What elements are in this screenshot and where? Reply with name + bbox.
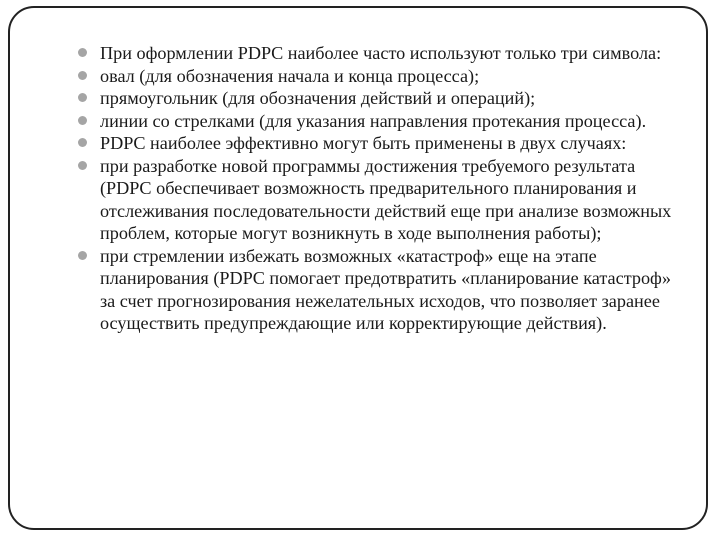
bullet-text-7: при стремлении избежать возможных «катастроф» еще на этапе планирования (PDPC помогает предотвратить «планирование катастроф» за счет прогнозирования нежелательных исходов, что позволяет заранее осуществить предупреждающие или корректирующие действия). [100, 245, 671, 333]
bullet-item-3 [78, 87, 678, 110]
bullet-text-3: прямоугольник (для обозначения действий и операций); [100, 88, 536, 108]
bullet-dot-icon [78, 116, 87, 125]
bullet-item-2 [78, 65, 678, 88]
bullet-text-4: линии со стрелками (для указания направления протекания процесса). [100, 110, 647, 131]
bullet-dot-icon [78, 71, 87, 80]
bullet-text-1: При оформлении PDPC наиболее часто используют только три символа: [100, 43, 662, 63]
bullet-item-1 [78, 42, 678, 65]
bullet-dot-icon [78, 251, 87, 260]
bullet-item-7 [78, 245, 678, 335]
bullet-dot-icon [78, 138, 87, 147]
bullet-list [78, 42, 678, 335]
bullet-item-4 [78, 110, 678, 133]
bullet-text-2: овал (для обозначения начала и конца процесса); [100, 65, 480, 86]
bullet-dot-icon [78, 48, 87, 57]
bullet-text-5: PDPC наиболее эффективно могут быть применены в двух случаях: [100, 133, 627, 153]
bullet-dot-icon [78, 161, 87, 170]
bullet-item-5 [78, 132, 678, 155]
bullet-dot-icon [78, 93, 87, 102]
bullet-text-6: при разработке новой программы достижения требуемого результата (PDPC обеспечивает возможность предварительного планирования и отслеживания последовательности действий еще при анализе возможных проблем, которые могут возникнуть в ходе выполнения работы); [100, 155, 672, 243]
bullet-item-6 [78, 155, 678, 245]
slide-content [78, 42, 678, 335]
